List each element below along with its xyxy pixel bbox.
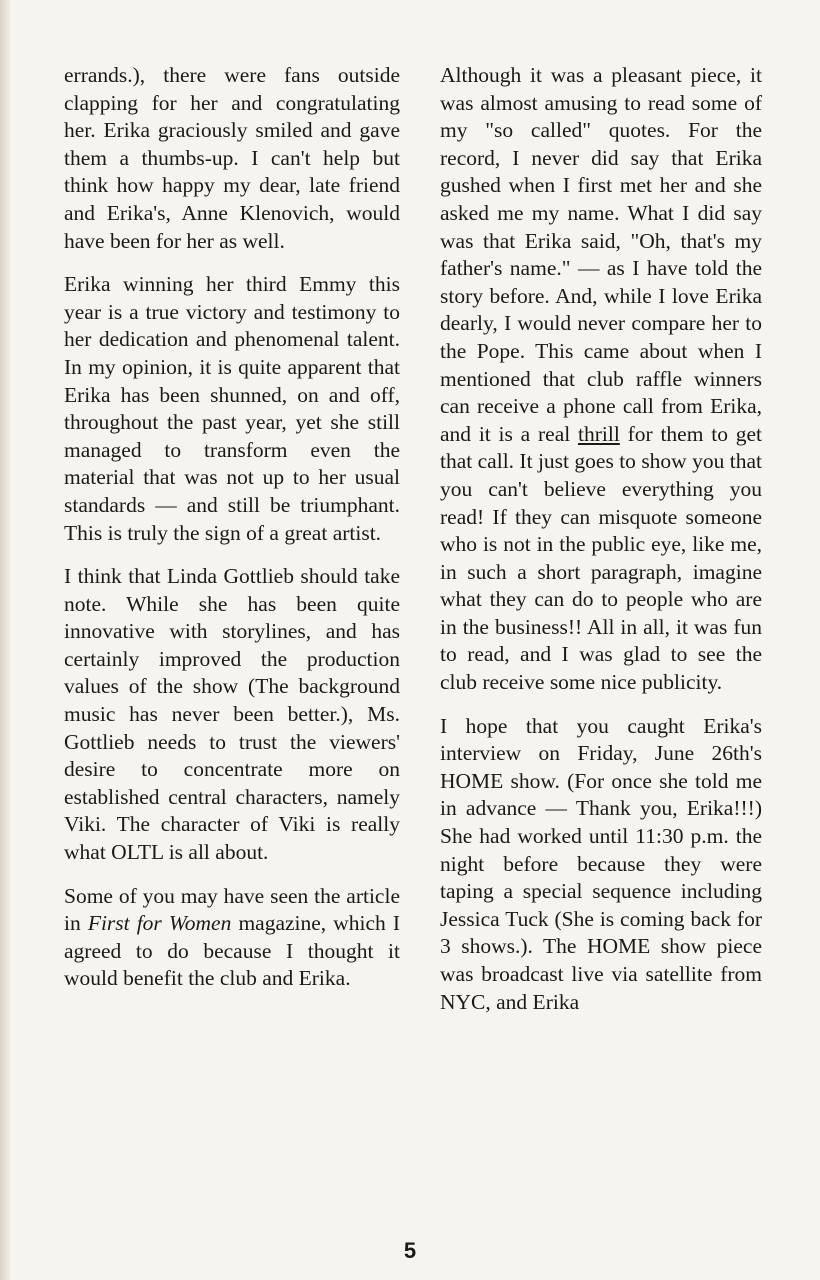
paragraph: [64, 883, 400, 993]
paragraph: [440, 62, 762, 697]
paragraph: I hope that you caught Erika's interview on Friday, June 26th's HOME show. (For once she told me in advance — Thank you, Erika!!!) She had worked until 11:30 p.m. the night before because they were taping a special sequence including Jessica Tuck (She is coming back for 3 shows.). The HOME show piece was broadcast live via satellite from NYC, and Erika: [440, 713, 762, 1014]
paragraph: Erika winning her third Emmy this year is a true victory and testimony to her dedication and phenomenal talent. In my opinion, it is quite apparent that Erika has been shunned, on and off, throughout the past year, yet she still managed to transform even the material that was not up to her usual standards — and still be triumphant. This is truly the sign of a great artist.: [64, 272, 400, 545]
paragraph: I think that Linda Gottlieb should take note. While she has been quite innovative with storylines, and has certainly improved the production values of the show (The background music has never been better.), Ms. Gottlieb needs to trust the viewers' desire to concentrate more on established central characters, namely Viki. The character of Viki is really what OLTL is all about.: [64, 564, 400, 865]
paragraph-text: for them to get that call. It just goes to show you that you can't believe everything you read! If they can misquote someone who is not in the public eye, like me, in such a short paragraph, imagine what they can do to people who are in the business!! All in all, it was fun to read, and I was glad to see the club receive some nice publicity.: [440, 421, 762, 695]
right-column: [440, 62, 762, 1016]
page-binding-edge: [0, 0, 10, 1280]
paragraph: errands.), there were fans outside clapping for her and congratulating her. Erika graciously smiled and gave them a thumbs-up. I can't help but think how happy my dear, late friend and Erika's, Anne Klenovich, would have been for her as well.: [64, 63, 400, 253]
left-column: [64, 62, 400, 993]
paragraph-text: magazine, which I agreed to do because I thought it would benefit the club and Erika.: [64, 911, 401, 991]
paragraph-text: Although it was a pleasant piece, it was almost amusing to read some of my "so called" quotes. For the record, I never did say that Erika gushed when I first met her and she asked me my name. What I did say was that Erika said, "Oh, that's my father's name." — as I have told the story before. And, while I love Erika dearly, I would never compare her to the Pope. This came about when I mentioned that club raffle winners can receive a phone call from Erika, and it is a real: [440, 63, 762, 446]
magazine-title: First for Women: [87, 911, 232, 936]
underlined-word: thrill: [578, 421, 620, 446]
page-number: 5: [403, 1238, 417, 1263]
paragraph-text: Some of you may have seen the article in: [64, 883, 400, 936]
